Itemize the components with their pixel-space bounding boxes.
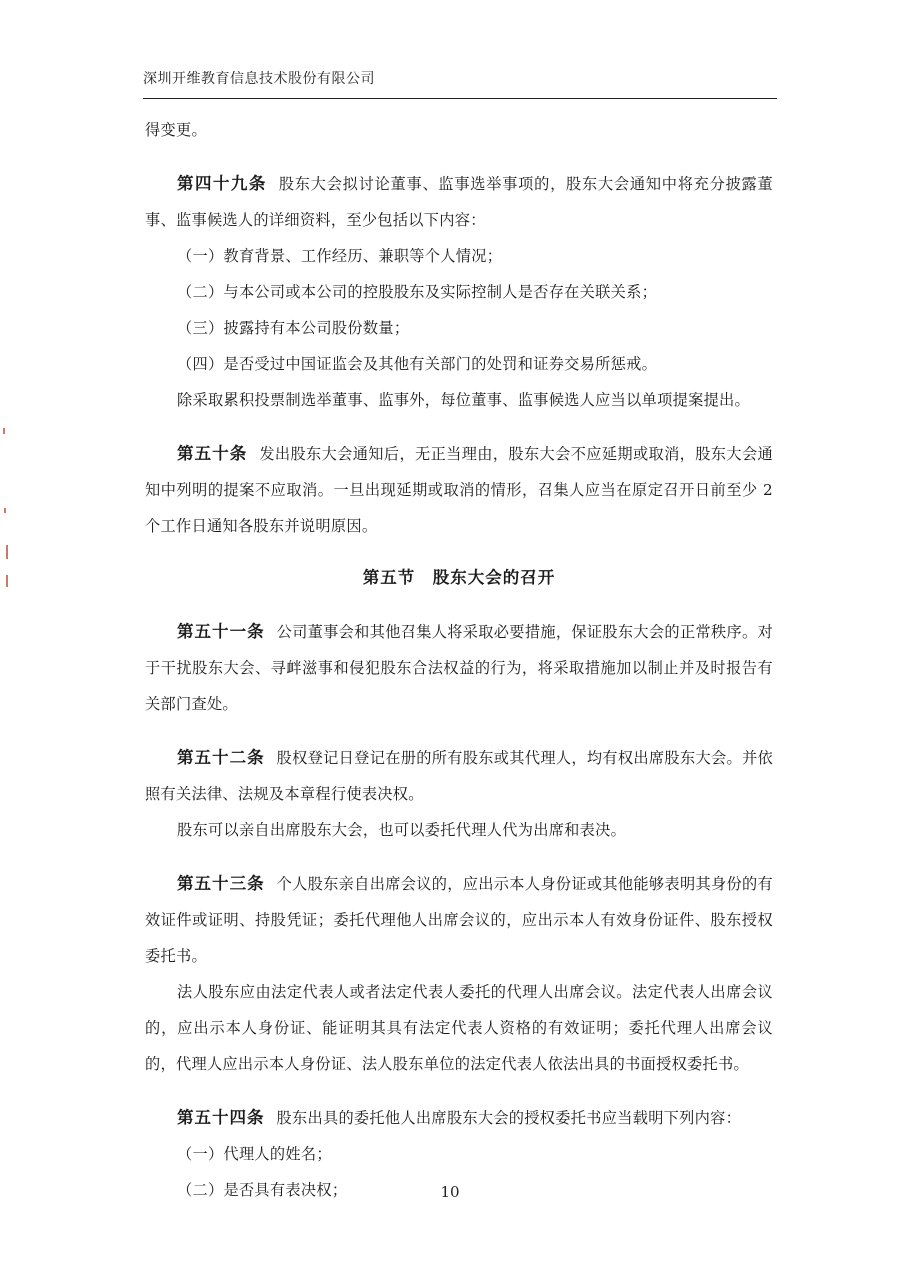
article-54 <box>145 1100 773 1136</box>
scan-edge-mark <box>6 575 8 587</box>
article-49-tail: 除采取累积投票制选举董事、监事外，每位董事、监事候选人应当以单项提案提出。 <box>177 391 751 409</box>
article-53 <box>145 866 773 974</box>
article-49 <box>145 166 773 238</box>
article-54-title: 第五十四条 <box>177 1108 265 1127</box>
article-54-item: （二）是否具有表决权； <box>177 1181 348 1199</box>
article-51-text: 公司董事会和其他召集人将采取必要措施，保证股东大会的正常秩序。对于干扰股东大会、寻衅滋事和侵犯股东合法权益的行为，将采取措施加以制止并及时报告有关部门查处。 <box>145 623 773 713</box>
article-51 <box>145 614 773 722</box>
article-52-paragraph-2: 股东可以亲自出席股东大会，也可以委托代理人代为出席和表决。 <box>177 821 627 839</box>
section-heading: 第五节 股东大会的召开 <box>362 568 556 587</box>
article-50-text: 发出股东大会通知后，无正当理由，股东大会不应延期或取消，股东大会通知中列明的提案不应取消。一旦出现延期或取消的情形，召集人应当在原定召开日前至少 2 个工作日通知各股东并说明原因。 <box>145 445 773 535</box>
company-header: 深圳开维教育信息技术股份有限公司 <box>143 71 375 87</box>
article-49-item: （一）教育背景、工作经历、兼职等个人情况； <box>177 247 503 265</box>
scan-edge-mark <box>3 428 5 434</box>
article-54-item: （一）代理人的姓名； <box>177 1145 332 1163</box>
scan-edge-mark <box>6 545 8 559</box>
article-49-text: 股东大会拟讨论董事、监事选举事项的，股东大会通知中将充分披露董事、监事候选人的详细资料，至少包括以下内容： <box>145 175 773 229</box>
article-50-title: 第五十条 <box>177 444 248 463</box>
continuation-text: 得变更。 <box>145 121 207 139</box>
page-number: 10 <box>440 1183 460 1201</box>
article-49-item: （四）是否受过中国证监会及其他有关部门的处罚和证券交易所惩戒。 <box>177 355 658 373</box>
article-49-title: 第四十九条 <box>177 174 267 193</box>
article-52 <box>145 740 773 812</box>
document-body <box>145 112 773 1208</box>
article-50 <box>145 436 773 544</box>
article-53-paragraph-2: 法人股东应由法定代表人或者法定代表人委托的代理人出席会议。法定代表人出席会议的，应出示本人身份证、能证明其具有法定代表人资格的有效证明；委托代理人出席会议的，代理人应出示本人身份证、法人股东单位的法定代表人依法出具的书面授权委托书。 <box>145 983 773 1073</box>
article-52-title: 第五十二条 <box>177 748 265 767</box>
article-49-item: （二）与本公司或本公司的控股股东及实际控制人是否存在关联关系； <box>177 283 658 301</box>
article-53-title: 第五十三条 <box>177 874 265 893</box>
header-divider <box>143 98 777 99</box>
article-54-text: 股东出具的委托他人出席股东大会的授权委托书应当载明下列内容： <box>276 1109 742 1127</box>
article-49-item: （三）披露持有本公司股份数量； <box>177 319 410 337</box>
article-51-title: 第五十一条 <box>177 622 265 641</box>
article-52-text: 股权登记日登记在册的所有股东或其代理人，均有权出席股东大会。并依照有关法律、法规及本章程行使表决权。 <box>145 749 773 803</box>
article-53-text: 个人股东亲自出席会议的，应出示本人身份证或其他能够表明其身份的有效证件或证明、持股凭证；委托代理他人出席会议的，应出示本人有效身份证件、股东授权委托书。 <box>145 875 773 965</box>
scan-edge-mark <box>4 508 6 513</box>
